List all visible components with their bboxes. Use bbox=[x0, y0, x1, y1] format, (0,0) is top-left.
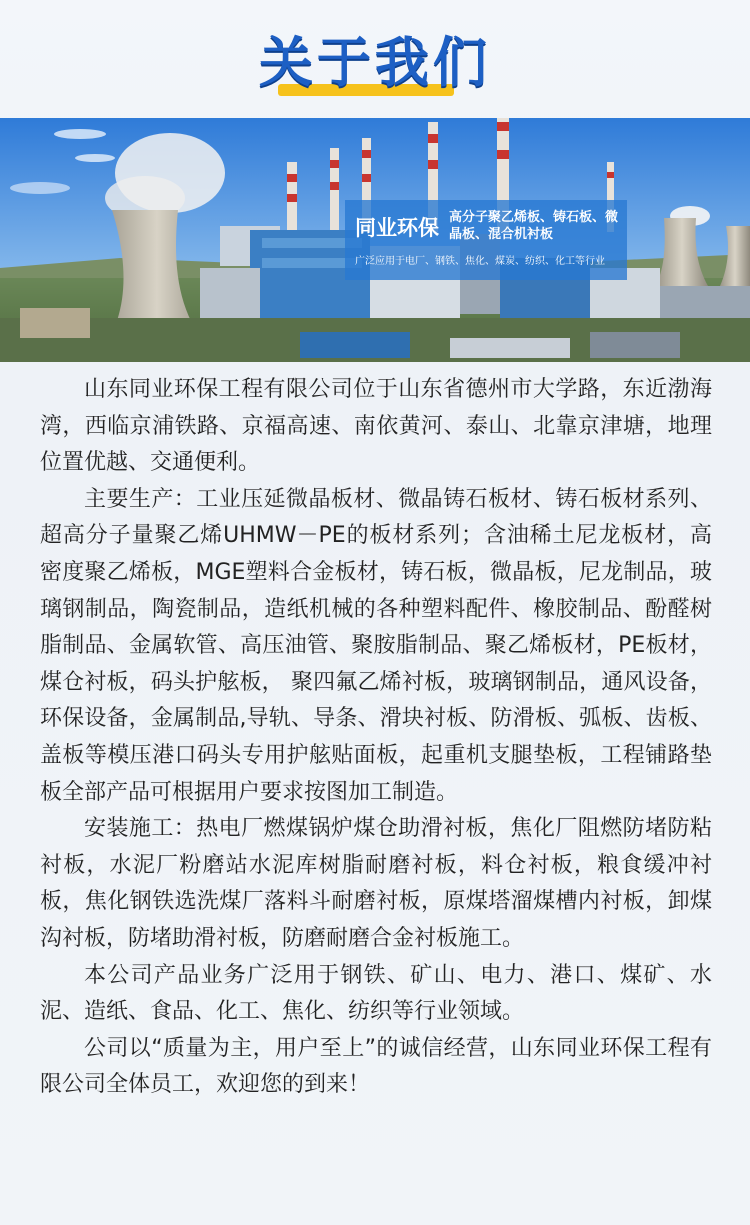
application-fields: 广泛应用于电厂、钢铁、焦化、煤炭、纺织、化工等行业 bbox=[355, 256, 605, 267]
page-title: 关于我们 bbox=[259, 31, 491, 94]
intro-paragraph-closing: 公司以“质量为主，用户至上”的诚信经营，山东同业环保工程有限公司全体员工，欢迎您的到来！ bbox=[40, 1035, 712, 1098]
intro-paragraph-industries: 本公司产品业务广泛用于钢铁、矿山、电力、港口、煤矿、水泥、造纸、食品、化工、焦化、纺织等行业领域。 bbox=[40, 962, 712, 1025]
banner-overlay bbox=[345, 200, 627, 280]
intro-paragraph-products: 主要生产：工业压延微晶板材、微晶铸石板材、铸石板材系列、超高分子量聚乙烯UHMW－PE的板材系列；含油稀土尼龙板材，高密度聚乙烯板，MGE塑料合金板材，铸石板，微晶板，尼龙制品，玻璃钢制品，陶瓷制品，造纸机械的各种塑料配件、橡胶制品、酚醛树脂制品、金属软管、高压油管、聚胺脂制品、聚乙烯板材，PE板材，煤仓衬板，码头护舷板， 聚四氟乙烯衬板，玻璃钢制品，通风设备，环保设备，金属制品,导轨、导条、滑块衬板、防滑板、弧板、齿板、盖板等模压港口码头专用护舷贴面板，起重机支腿垫板，工程铺路垫板全部产品可根据用户要求按图加工制造。 bbox=[40, 486, 712, 805]
intro-paragraph-installation: 安装施工：热电厂燃煤锅炉煤仓助滑衬板，焦化厂阻燃防堵防粘衬板，水泥厂粉磨站水泥库树脂耐磨衬板，料仓衬板，粮食缓冲衬板，焦化钢铁选洗煤厂落料斗耐磨衬板，原煤塔溜煤槽内衬板，卸煤沟衬板，防堵助滑衬板，防磨耐磨合金衬板施工。 bbox=[40, 816, 712, 951]
title-section bbox=[0, 0, 750, 118]
brand-name: 同业环保 bbox=[355, 216, 439, 240]
company-intro bbox=[40, 372, 712, 1104]
product-list: 高分子聚乙烯板、铸石板、微晶板、混合机衬板 bbox=[449, 210, 619, 242]
intro-paragraph-location: 山东同业环保工程有限公司位于山东省德州市大学路，东近渤海湾，西临京浦铁路、京福高速、南依黄河、泰山、北靠京津塘，地理位置优越、交通便利。 bbox=[40, 377, 712, 476]
